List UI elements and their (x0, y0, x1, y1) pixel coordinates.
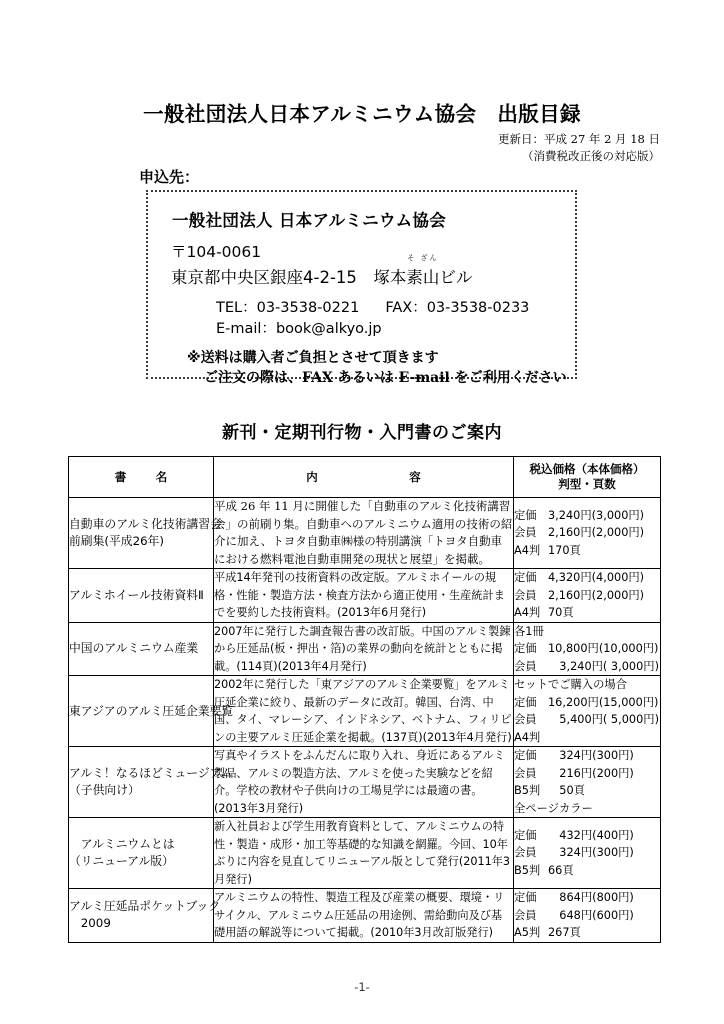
book-title-cell (69, 889, 221, 943)
book-title-line: （子供向け） (69, 783, 140, 797)
price-line (514, 587, 660, 605)
price-value: 324円(300円) (548, 846, 634, 860)
price-line: 全ページカラー (514, 801, 593, 815)
price-value: 16,200円(15,000円) (548, 695, 659, 709)
book-price-cell (514, 622, 661, 676)
publication-catalog-table (68, 456, 661, 943)
street-address-part1: 東京都中央区銀座4-2-15 塚本 (171, 268, 407, 287)
price-line (514, 827, 660, 845)
price-label: A5判 (514, 926, 541, 939)
page-number: -1- (354, 980, 370, 994)
book-title-line: 中国のアルミニウム産業 (69, 641, 199, 656)
price-line (514, 782, 660, 800)
shipping-note: ※送料は購入者ご負担とさせて頂きます (187, 350, 439, 366)
price-label: 会員 (514, 908, 537, 922)
price-value: 50頁 (548, 784, 585, 797)
price-line (514, 640, 660, 658)
price-label: 会員 (514, 659, 537, 673)
table-row (69, 676, 661, 747)
price-value: 170頁 (548, 543, 581, 557)
book-title-line: アルミ圧延品ポケットブック (69, 899, 221, 914)
price-value: 324円(300円) (548, 749, 634, 762)
update-date: 更新日：平成 27 年 2 月 18 日 (497, 132, 660, 146)
price-value: 648円(600円) (548, 908, 634, 922)
book-title-line: 自動車のアルミ化技術講習会 (69, 517, 222, 531)
price-label: 定価 (514, 749, 537, 762)
price-line (514, 569, 660, 587)
price-line (514, 711, 660, 729)
price-value: 66頁 (548, 863, 574, 877)
price-value: 2,160円(2,000円) (548, 588, 645, 602)
price-line: 各1冊 (514, 624, 544, 638)
price-line (514, 542, 660, 560)
table-row (69, 747, 661, 818)
book-price-cell (514, 818, 661, 889)
column-header-description-label: 内 容 (306, 469, 461, 484)
table-header-row (69, 457, 661, 498)
telephone-number: TEL：03-3538-0221 (216, 300, 360, 316)
price-line (514, 524, 660, 542)
price-label: A4判 (514, 543, 541, 557)
book-description-cell: 平成14年発刊の技術資料の改定版。アルミホイールの規格・性能・製造方法・検査方法から適正使用・生産統計までを要約した技術資料。(2013年6月発行) (214, 569, 514, 623)
price-label: 会員 (514, 526, 537, 540)
price-value: 216円(200円) (548, 766, 634, 780)
header-meta (0, 131, 660, 165)
book-description-cell: 平成 26 年 11 月に開催した「自動車のアルミ化技術講習会」の前刷り集。自動車へのアルミニウム適用の技術の紹介に加え、トヨタ自動車㈱様の特別講演「トヨタ自動車における燃料電池自動車開発の現状と展望」を掲載。 (214, 498, 514, 569)
price-value: 3,240円(3,000円) (548, 508, 645, 522)
column-header-price-line2: 判型・頁数 (558, 477, 616, 491)
price-value: 3,240円( 3,000円) (548, 659, 659, 673)
price-line: セットでご購入の場合 (514, 678, 627, 691)
price-line (514, 658, 660, 676)
book-title-cell (69, 622, 214, 676)
book-title-cell (69, 676, 234, 747)
book-price-cell (514, 747, 661, 818)
price-value: 4,320円(4,000円) (548, 571, 645, 584)
page-title: 一般社団法人日本アルミニウム協会 出版目録 (143, 102, 581, 126)
price-line (514, 747, 660, 765)
column-header-price-line1: 税込価格（本体価格） (529, 462, 645, 476)
book-title-line: 2009 (69, 916, 111, 931)
order-label: 申込先： (139, 168, 200, 186)
price-label: 会員 (514, 713, 537, 726)
price-line (514, 765, 660, 783)
book-description-cell: 写真やイラストをふんだんに取り入れ、身近にあるアルミ製品、アルミの製造方法、アルミを使った実験などを紹介。学校の教材や子供向けの工場見学には最適の書。(2013年3月発行) (214, 747, 514, 818)
book-title-line: 東アジアのアルミ圧延企業要覧 (69, 703, 234, 718)
price-value: 864円(800円) (548, 891, 634, 904)
price-line: A4判 (514, 730, 541, 744)
book-title-line: 前刷集(平成26年) (69, 534, 164, 548)
price-label: B5判 (514, 784, 541, 797)
price-value: 267頁 (548, 926, 581, 939)
column-header-title (69, 457, 214, 498)
price-label: 定価 (514, 571, 537, 584)
price-label: B5判 (514, 863, 541, 877)
price-label: 定価 (514, 508, 537, 522)
book-price-cell (514, 676, 661, 747)
book-title-cell (69, 747, 233, 818)
book-price-cell (514, 569, 661, 623)
ruby-reading: そ ざん (407, 254, 439, 262)
street-address (171, 254, 473, 288)
tax-note: （消費税改正後の対応版） (522, 149, 660, 163)
price-label: 会員 (514, 588, 537, 602)
book-description-cell: 2007年に発行した調査報告書の改訂版。中国のアルミ製錬から圧延品(板・押出・箔)の業界の動向を統計とともに掲載。(114頁)(2013年4月発行) (214, 622, 514, 676)
price-line (514, 924, 660, 942)
price-line (514, 907, 660, 925)
table-row (69, 622, 661, 676)
ruby-base: 素山 (406, 268, 440, 287)
order-method-note: ご注文の際は、FAX あるいは E-mail をご利用ください (204, 370, 567, 386)
price-line (514, 604, 660, 622)
fax-number: FAX：03-3538-0233 (385, 300, 530, 316)
book-title-line: アルミ！なるほどミュージアム (69, 766, 233, 780)
price-line (514, 889, 660, 907)
price-line (514, 694, 660, 712)
book-title-line: アルミホイール技術資料Ⅱ (69, 587, 204, 602)
book-description-cell: 新入社員および学生用教育資料として、アルミニウムの特性・製造・成形・加工等基礎的な知識を網羅。今回、10年ぶりに内容を見直してリニューアル版として発行(2011年3月発行) (214, 818, 514, 889)
street-address-part2: ビル (439, 268, 473, 287)
postal-code: 〒104-0061 (171, 243, 262, 261)
book-description-cell: アルミニウムの特性、製造工程及び産業の概要、環境・リサイクル、アルミニウム圧延品の用途例、需給動向及び基礎用語の解説等について掲載。(2010年3月改訂版発行) (214, 889, 514, 943)
table-row (69, 569, 661, 623)
book-price-cell (514, 498, 661, 569)
email-address: E-mail：book@alkyo.jp (216, 321, 382, 337)
section-title: 新刊・定期刊行物・入門書のご案内 (222, 423, 502, 443)
price-value: 70頁 (548, 606, 574, 619)
price-label: 定価 (514, 828, 537, 842)
column-header-price (514, 457, 661, 498)
price-value: 432円(400円) (548, 828, 634, 842)
price-label: 定価 (514, 642, 537, 655)
table-row (69, 818, 661, 889)
price-label: 会員 (514, 766, 537, 780)
price-label: A4判 (514, 606, 541, 619)
column-header-description (214, 457, 514, 498)
column-header-title-label: 書 名 (114, 469, 177, 484)
table-body (69, 498, 661, 943)
table-row (69, 889, 661, 943)
table-header (69, 457, 661, 498)
price-label: 定価 (514, 891, 537, 904)
ruby-annotated-name (406, 254, 440, 288)
price-line (514, 507, 660, 525)
contact-phone-line (216, 296, 529, 317)
price-value: 2,160円(2,000円) (548, 526, 645, 540)
price-value: 5,400円( 5,000円) (548, 713, 659, 726)
book-price-cell (514, 889, 661, 943)
price-line (514, 862, 660, 880)
book-title-line: （リニューアル版） (69, 854, 174, 868)
book-title-cell (69, 818, 214, 889)
book-title-line: アルミニウムとは (69, 837, 175, 851)
organization-name: 一般社団法人 日本アルミニウム協会 (172, 211, 447, 230)
price-line (514, 844, 660, 862)
book-title-cell (69, 498, 222, 569)
order-address-box (146, 190, 577, 386)
table-row (69, 498, 661, 569)
price-label: 会員 (514, 846, 537, 860)
book-description-cell: 2002年に発行した「東アジアのアルミ企業要覧」をアルミ圧延企業に絞り、最新のデータに改訂。韓国、台湾、中国、タイ、マレーシア、インドネシア、ベトナム、フィリピンの主要アルミ圧延企業を掲載。(137頁)(2013年4月発行) (214, 676, 514, 747)
book-title-cell (69, 569, 214, 623)
price-label: 定価 (514, 695, 537, 709)
price-value: 10,800円(10,000円) (548, 642, 659, 655)
